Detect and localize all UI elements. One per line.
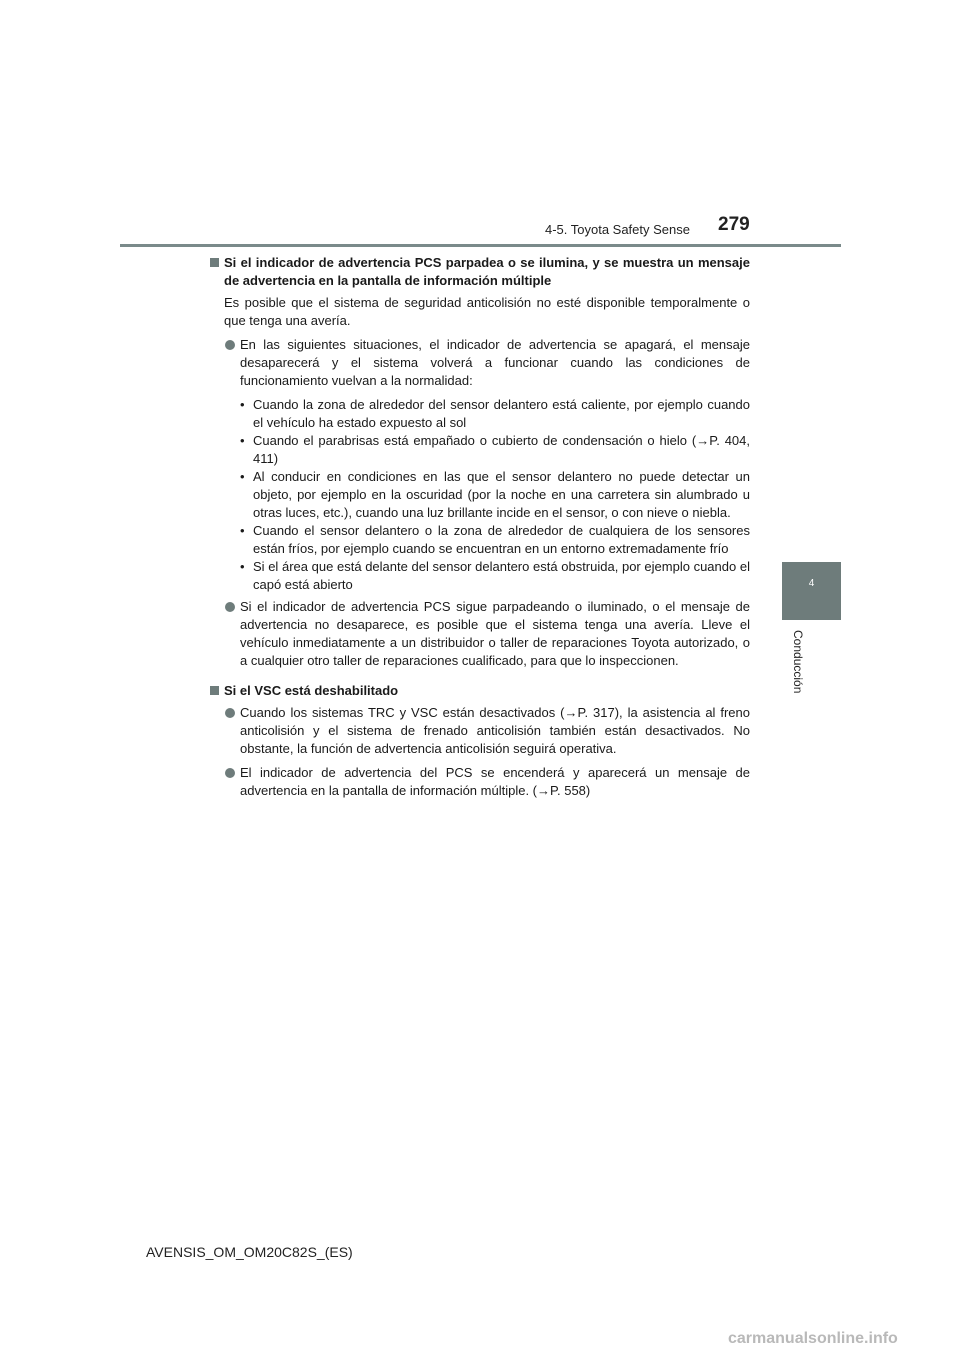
dot-marker-icon: • <box>240 397 245 412</box>
list-item-text: Cuando los sistemas TRC y VSC están desactivados (→P. 317), la asistencia al freno anticolisión y el sistema de frenado anticolisión también están desactivados. No obstante, la función de advertencia anticolisión seguirá operativa. <box>240 705 750 756</box>
chapter-tab <box>782 562 841 620</box>
section-heading <box>210 682 750 700</box>
list-item <box>210 336 750 390</box>
watermark: carmanualsonline.info <box>728 1330 898 1347</box>
header-section-title: 4-5. Toyota Safety Sense <box>544 222 690 237</box>
sub-list-item-text: Cuando el sensor delantero o la zona de alrededor de cualquiera de los sensores están fríos, por ejemplo cuando se encuentran en un entorno extremadamente frío <box>253 523 750 556</box>
circle-bullet-icon <box>225 340 235 350</box>
sub-list-item <box>210 522 750 558</box>
page-content <box>210 254 750 806</box>
square-bullet-icon <box>210 686 219 695</box>
sub-list-item-text: Si el área que está delante del sensor delantero está obstruida, por ejemplo cuando el capó está abierto <box>253 559 750 592</box>
circle-bullet-icon <box>225 768 235 778</box>
list-item <box>210 704 750 758</box>
document-code: AVENSIS_OM_OM20C82S_(ES) <box>146 1244 353 1260</box>
section-heading-text: Si el VSC está deshabilitado <box>224 683 399 698</box>
chapter-side-label: Conducción <box>791 630 805 694</box>
dot-marker-icon: • <box>240 469 245 484</box>
list-item-text: El indicador de advertencia del PCS se encenderá y aparecerá un mensaje de advertencia en la pantalla de información múltiple. (→P. 558) <box>240 765 750 798</box>
list-item-text: En las siguientes situaciones, el indicador de advertencia se apagará, el mensaje desaparecerá y el sistema volverá a funcionar cuando las condiciones de funcionamiento vuelvan a la normalidad: <box>240 337 750 388</box>
sub-list-item <box>210 432 750 468</box>
square-bullet-icon <box>210 258 219 267</box>
list-item <box>210 764 750 800</box>
sub-list-item <box>210 558 750 594</box>
list-item-text: Si el indicador de advertencia PCS sigue parpadeando o iluminado, o el mensaje de advertencia no desaparece, es posible que el sistema tenga una avería. Lleve el vehículo inmediatamente a un distribuidor o taller de reparaciones Toyota autorizado, o a cualquier otro taller de reparaciones cualificado, para que lo inspeccionen. <box>240 599 750 668</box>
dot-marker-icon: • <box>240 559 245 574</box>
sub-list-item-text: Cuando la zona de alrededor del sensor delantero está caliente, por ejemplo cuando el vehículo ha estado expuesto al sol <box>253 397 750 430</box>
header-rule <box>120 244 841 247</box>
page-number: 279 <box>718 214 750 235</box>
circle-bullet-icon <box>225 708 235 718</box>
sub-list-item <box>210 468 750 522</box>
sub-list-item-text: Cuando el parabrisas está empañado o cubierto de condensación o hielo (→P. 404, 411) <box>253 433 750 466</box>
sub-list-item <box>210 396 750 432</box>
dot-marker-icon: • <box>240 433 245 448</box>
dot-marker-icon: • <box>240 523 245 538</box>
list-item <box>210 598 750 670</box>
sub-list-item-text: Al conducir en condiciones en las que el sensor delantero no puede detectar un objeto, por ejemplo en la oscuridad (por la noche en una carretera sin alumbrado u otras luces, etc.), cuando una luz brillante incide en el sensor, o con nieve o niebla. <box>253 469 750 520</box>
sub-list <box>210 396 750 594</box>
circle-bullet-icon <box>225 602 235 612</box>
section-heading <box>210 254 750 290</box>
section-heading-text: Si el indicador de advertencia PCS parpadea o se ilumina, y se muestra un mensaje de advertencia en la pantalla de información múltiple <box>224 255 750 288</box>
chapter-tab-number: 4 <box>808 578 815 589</box>
section-intro: Es posible que el sistema de seguridad anticolisión no esté disponible temporalmente o que tenga una avería. <box>224 295 750 328</box>
